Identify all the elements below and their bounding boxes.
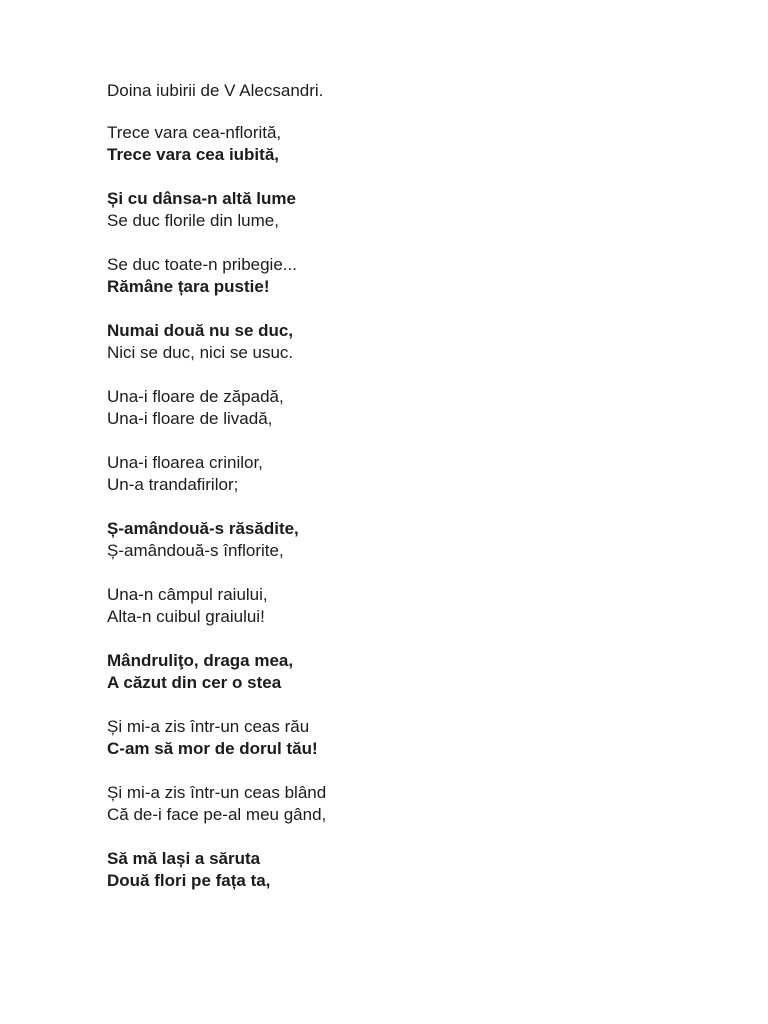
poem-line: Și mi-a zis într-un ceas blând — [107, 783, 327, 802]
poem-line: Să mă lași a săruta — [107, 849, 261, 868]
stanza — [107, 716, 707, 760]
poem-line: Și cu dânsa-n altă lume — [107, 189, 296, 208]
stanza — [107, 848, 707, 892]
stanza — [107, 782, 707, 826]
poem-line: Un-a trandafirilor; — [107, 475, 239, 494]
poem-line: Nici se duc, nici se usuc. — [107, 343, 294, 362]
poem-line: Ș-amândouă-s înflorite, — [107, 541, 284, 560]
poem-line: Numai două nu se duc, — [107, 321, 294, 340]
poem-line: C-am să mor de dorul tău! — [107, 739, 318, 758]
stanza — [107, 122, 707, 166]
poem-line: Rămâne țara pustie! — [107, 277, 270, 296]
poem-line: Două flori pe fața ta, — [107, 871, 271, 890]
poem-line: Una-n câmpul raiului, — [107, 585, 268, 604]
poem-title: Doina iubirii de V Alecsandri. — [107, 81, 324, 100]
poem-line: A căzut din cer o stea — [107, 673, 282, 692]
stanza — [107, 386, 707, 430]
stanza — [107, 518, 707, 562]
poem-line: Trece vara cea-nflorită, — [107, 123, 282, 142]
stanza — [107, 584, 707, 628]
poem-body — [107, 122, 707, 892]
poem-line: Și mi-a zis într-un ceas rău — [107, 717, 310, 736]
stanza — [107, 188, 707, 232]
poem-line: Mândruliţo, draga mea, — [107, 651, 294, 670]
poem-line: Se duc toate-n pribegie... — [107, 255, 297, 274]
poem-line: Una-i floare de livadă, — [107, 409, 273, 428]
poem-line: Una-i floarea crinilor, — [107, 453, 263, 472]
poem-line: Alta-n cuibul graiului! — [107, 607, 265, 626]
poem-line: Ș-amândouă-s răsădite, — [107, 519, 299, 538]
poem-line: Una-i floare de zăpadă, — [107, 387, 284, 406]
stanza — [107, 452, 707, 496]
stanza — [107, 650, 707, 694]
poem-line: Se duc florile din lume, — [107, 211, 279, 230]
poem-line: Trece vara cea iubită, — [107, 145, 279, 164]
stanza — [107, 254, 707, 298]
poem-document — [107, 80, 707, 914]
stanza — [107, 320, 707, 364]
poem-line: Că de-i face pe-al meu gând, — [107, 805, 327, 824]
